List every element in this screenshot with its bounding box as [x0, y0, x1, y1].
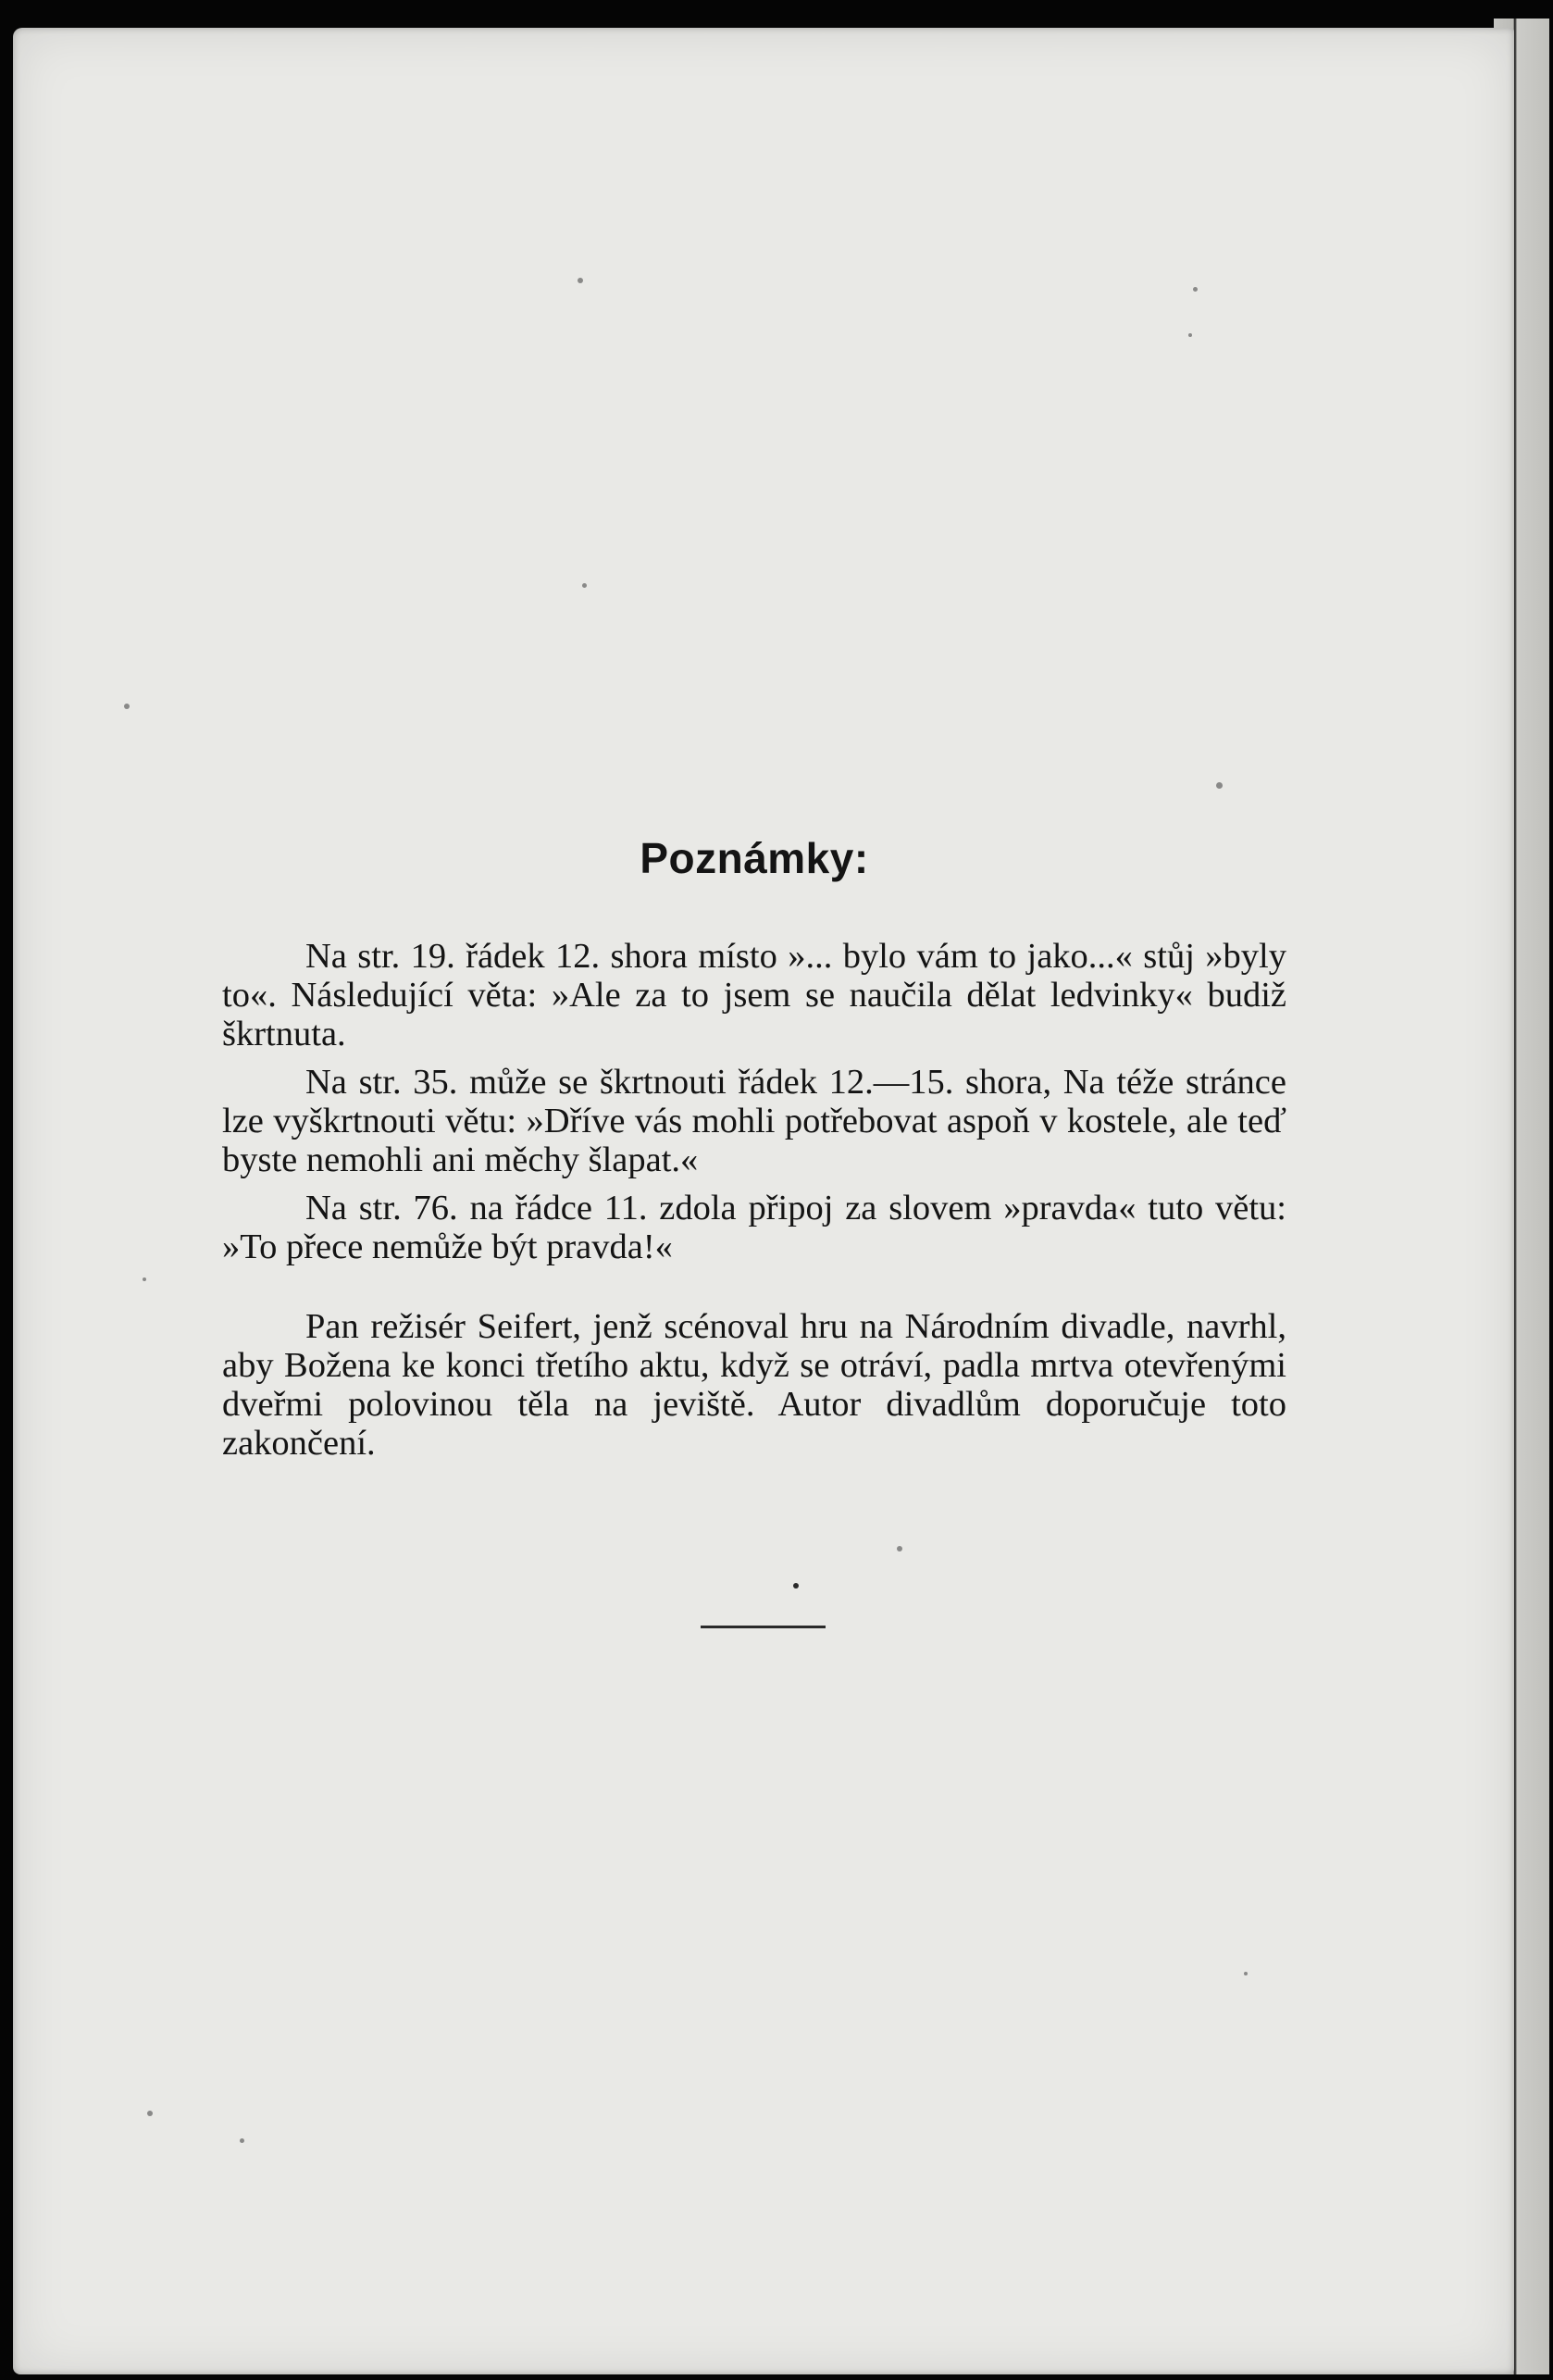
notes-section — [222, 833, 1286, 1463]
speck — [1188, 333, 1192, 337]
page-heading: Poznámky: — [640, 834, 869, 882]
speck — [1244, 1972, 1248, 1975]
note-paragraph: Pan režisér Seifert, jenž scénoval hru na Národním divadle, navrhl, aby Božena ke konci třetího aktu, když se otráví, padla mrtva otevřenými dveřmi polovinou těla na jeviště. Autor divadlům doporučuje toto zakončení. — [222, 1307, 1286, 1463]
speck — [143, 1277, 146, 1281]
speck — [578, 278, 583, 283]
note-paragraph: Na str. 35. může se škrtnouti řádek 12.—15. shora, Na téže stránce lze vyškrtnouti větu: »Dříve vás mohli potřebovat aspoň v kostele, ale teď byste nemohli ani měchy šlapat.« — [222, 1063, 1286, 1179]
speck — [147, 2111, 153, 2116]
speck — [1216, 782, 1223, 789]
note-paragraph: Na str. 76. na řádce 11. zdola připoj za slovem »pravda« tuto větu: »To přece nemůže být pravda!« — [222, 1189, 1286, 1266]
speck — [1193, 287, 1198, 292]
ornament-dot — [793, 1583, 799, 1589]
note-paragraph: Na str. 19. řádek 12. shora místo »... bylo vám to jako...« stůj »byly to«. Následující věta: »Ale za to jsem se naučila dělat ledvinky« budiž škrtnuta. — [222, 937, 1286, 1053]
speck — [240, 2138, 244, 2143]
speck — [897, 1546, 902, 1551]
closing-rule — [701, 1626, 826, 1628]
speck — [582, 583, 587, 588]
speck — [124, 704, 130, 709]
